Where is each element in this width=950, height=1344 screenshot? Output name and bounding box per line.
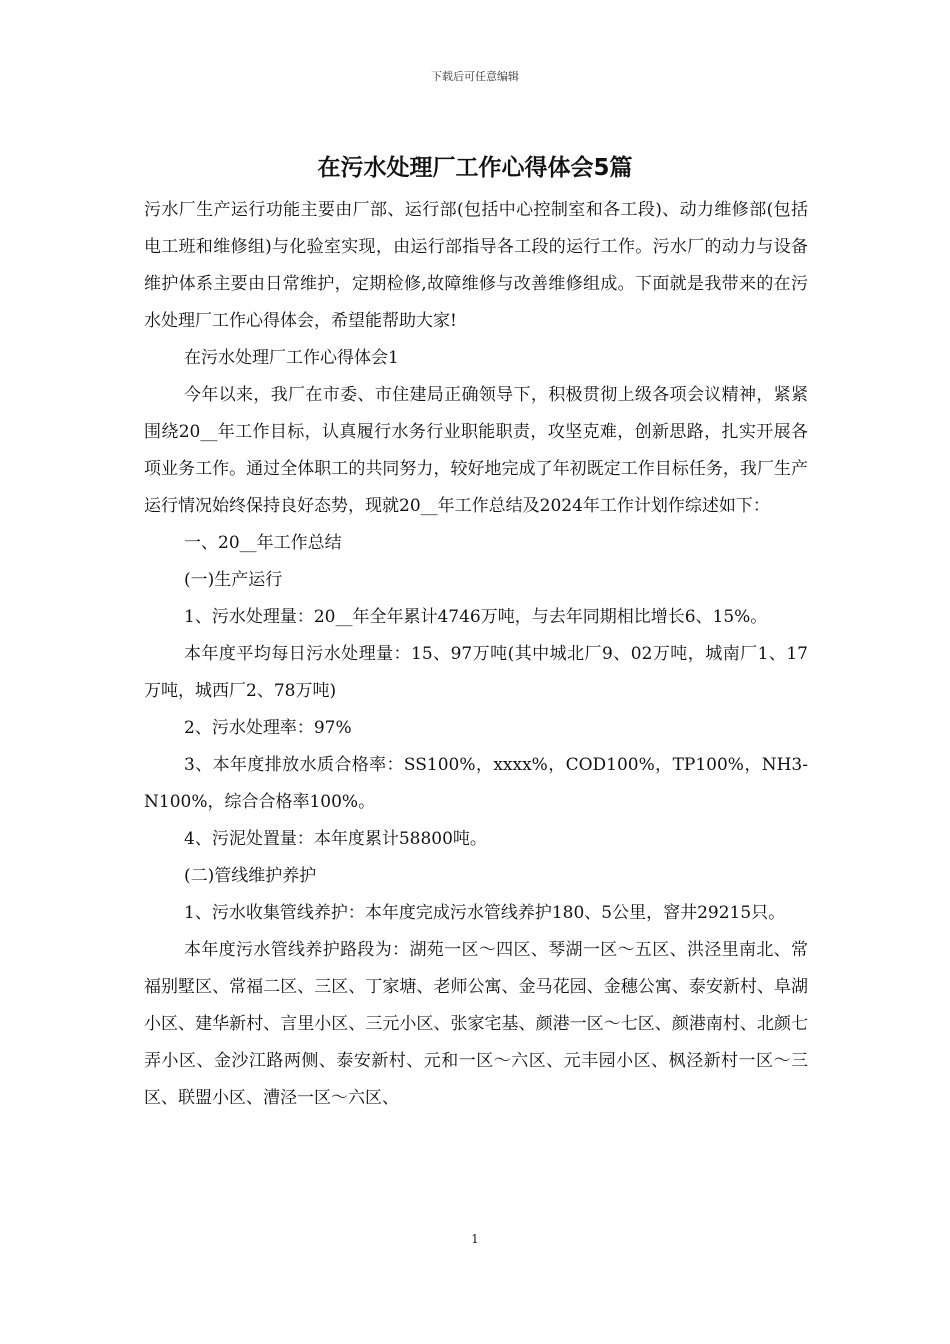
body-paragraph: 今年以来，我厂在市委、市住建局正确领导下，积极贯彻上级各项会议精神，紧紧围绕20__年工作目标，认真履行水务行业职能职责，攻坚克难，创新思路，扎实开展各项业务工作。通过全体职工的共同努力，较好地完成了年初既定工作目标任务，我厂生产运行情况始终保持良好态势，现就20__年工作总结及2024年工作计划作综述如下：: [144, 385, 808, 516]
body-paragraph: 1、污水收集管线养护：本年度完成污水管线养护180、5公里，窨井29215只。: [184, 903, 786, 923]
subsection-heading: (二)管线维护养护: [184, 866, 317, 886]
body-paragraph: 4、污泥处置量：本年度累计58800吨。: [184, 829, 487, 849]
body-paragraph: 1、污水处理量：20__年全年累计4746万吨，与去年同期相比增长6、15%。: [184, 607, 768, 627]
section-heading: 在污水处理厂工作心得体会1: [184, 348, 399, 368]
header-note: 下载后可任意编辑: [431, 70, 519, 83]
intro-paragraph: 污水厂生产运行功能主要由厂部、运行部(包括中心控制室和各工段)、动力维修部(包括电工班和维修组)与化验室实现，由运行部指导各工段的运行工作。污水厂的动力与设备维护体系主要由日常维护，定期检修,故障维修与改善维修组成。下面就是我带来的在污水处理厂工作心得体会，希望能帮助大家!: [144, 200, 808, 331]
page-number: 1: [471, 1232, 479, 1246]
document-body: [144, 192, 808, 1117]
body-paragraph: 3、本年度排放水质合格率：SS100%，xxxx%，COD100%，TP100%，NH3-N100%，综合合格率100%。: [144, 755, 808, 812]
body-paragraph: 2、污水处理率：97%: [184, 718, 352, 738]
body-paragraph: 本年度平均每日污水处理量：15、97万吨(其中城北厂9、02万吨，城南厂1、17万吨，城西厂2、78万吨): [144, 644, 808, 701]
section-heading: 一、20__年工作总结: [184, 533, 342, 553]
subsection-heading: (一)生产运行: [184, 570, 283, 590]
document-title: 在污水处理厂工作心得体会5篇: [317, 155, 633, 181]
body-paragraph: 本年度污水管线养护路段为：湖苑一区～四区、琴湖一区～五区、洪泾里南北、常福别墅区、常福二区、三区、丁家塘、老师公寓、金马花园、金穗公寓、泰安新村、阜湖小区、建华新村、言里小区、三元小区、张家宅基、颜港一区～七区、颜港南村、北颜七弄小区、金沙江路两侧、泰安新村、元和一区～六区、元丰园小区、枫泾新村一区～三区、联盟小区、漕泾一区～六区、: [144, 940, 808, 1108]
